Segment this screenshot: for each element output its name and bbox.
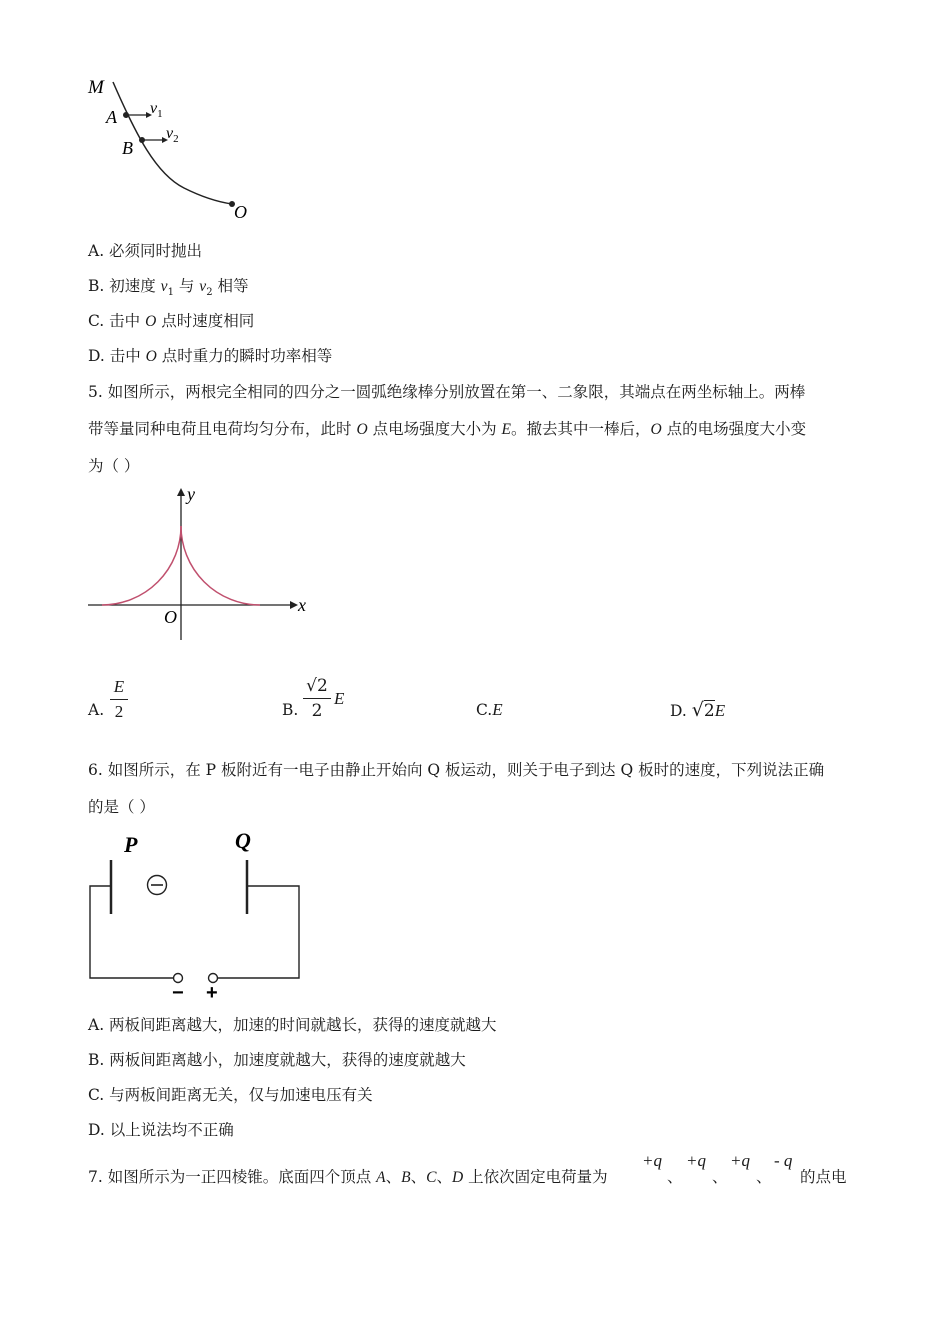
arc-quadrant-2 (102, 526, 181, 605)
numerator: E (113, 677, 125, 696)
q5-option-d-label: D. (670, 702, 687, 720)
label-v2: $v_2$ (166, 125, 179, 145)
q6-option-b[interactable]: B. 两板间距离越小，加速度就越大，获得的速度就越大 (88, 1051, 466, 1069)
var-o: O (650, 421, 662, 438)
var-o: O (145, 348, 157, 365)
q5-option-c[interactable] (476, 700, 503, 720)
var-o: O (356, 421, 368, 438)
q6-option-d[interactable]: D. 以上说法均不正确 (88, 1121, 234, 1139)
sqrt-sign: √ (691, 699, 704, 721)
q5-arcs-figure (84, 484, 314, 646)
q4-option-c[interactable] (88, 311, 254, 332)
label-q: Q (235, 828, 251, 853)
q5-stem-line3: 为（ ） (88, 457, 140, 475)
separator: 、 (410, 1168, 427, 1186)
var-v: v (160, 278, 168, 295)
charge-3: +q (730, 1151, 750, 1170)
fraction-bar (110, 699, 128, 700)
q4-option-b[interactable] (88, 276, 249, 303)
charge-1: +q (642, 1151, 662, 1170)
vertex-c: C (426, 1169, 437, 1186)
denominator: 2 (311, 701, 323, 721)
label-p: P (124, 832, 138, 857)
q4-option-d[interactable] (88, 346, 332, 367)
fraction-bar (303, 698, 331, 699)
x-axis-arrow (290, 601, 298, 609)
var-e: E (714, 701, 726, 720)
q5-text-c: 。撤去其中一棒后， (510, 420, 651, 438)
q4-option-c-prefix: C. 击中 (88, 312, 146, 330)
q5-option-c-label: C. (476, 701, 493, 719)
q5-option-a-label: A. (88, 701, 105, 719)
q4-option-d-prefix: D. 击中 (88, 347, 146, 365)
vertex-b: B (401, 1169, 411, 1186)
q5-text-a: 带等量同种电荷且电荷均匀分布，此时 (88, 420, 357, 438)
label-minus: − (172, 982, 184, 1004)
sub-2: 2 (206, 287, 213, 299)
label-o: O (234, 202, 247, 222)
separator: 、 (385, 1168, 402, 1186)
var-o: O (145, 313, 157, 330)
label-a: A (106, 107, 117, 127)
denominator: 2 (114, 702, 124, 721)
fraction-sqrt2-over-2 (303, 675, 331, 722)
label-v1: $v_1$ (150, 100, 163, 120)
q5-option-b-label: B. (282, 701, 299, 719)
q5-stem-line2 (88, 419, 806, 440)
q4-trajectory-figure (84, 70, 274, 230)
q7-mid: 上依次固定电荷量为 (463, 1168, 608, 1186)
separator: 、 (667, 1168, 683, 1186)
q5-text-d: 点的电场强度大小变 (661, 420, 807, 438)
var-e: E (334, 689, 345, 708)
var-e: E (501, 421, 511, 438)
label-origin: O (164, 607, 177, 627)
q4-option-b-mid: 与 (173, 277, 200, 295)
vertex-d: D (451, 1169, 464, 1186)
arc-quadrant-1 (181, 526, 260, 605)
label-plus: + (206, 982, 218, 1004)
separator: 、 (756, 1168, 772, 1186)
q6-stem-line2: 的是（ ） (88, 798, 155, 816)
q5-stem-line1: 5. 如图所示，两根完全相同的四分之一圆弧绝缘棒分别放置在第一、二象限，其端点在两坐标轴上。两棒 (88, 383, 806, 401)
charge-2: +q (686, 1151, 706, 1170)
radicand: 2 (703, 701, 715, 721)
q4-option-b-suffix: 相等 (212, 277, 249, 295)
q6-circuit-figure (84, 824, 314, 1004)
q6-stem-line1: 6. 如图所示，在 P 板附近有一电子由静止开始向 Q 板运动，则关于电子到达 Q 板时的速度，下列说法正确 (88, 761, 825, 779)
separator: 、 (712, 1168, 728, 1186)
separator: 、 (436, 1168, 452, 1186)
numerator: √2 (306, 676, 328, 696)
vertex-a: A (376, 1169, 386, 1186)
fraction-e-over-2 (110, 677, 128, 722)
y-axis-arrow (177, 488, 185, 496)
q4-option-c-suffix: 点时速度相同 (156, 312, 255, 330)
label-y: y (187, 484, 195, 504)
q7-stem (88, 1167, 608, 1188)
label-m: M (88, 77, 104, 98)
var-e: E (492, 700, 503, 719)
charge-4: - q (774, 1151, 793, 1170)
q5-text-b: 点电场强度大小为 (367, 420, 502, 438)
q6-option-c[interactable]: C. 与两板间距离无关，仅与加速电压有关 (88, 1086, 373, 1104)
label-b: B (122, 138, 133, 158)
q4-option-b-prefix: B. 初速度 (88, 277, 161, 295)
var-v: v (199, 278, 207, 295)
q4-option-d-suffix: 点时重力的瞬时功率相等 (156, 347, 333, 365)
q4-option-a[interactable]: A. 必须同时抛出 (88, 242, 203, 260)
q5-option-d[interactable] (670, 700, 725, 721)
q6-option-a[interactable]: A. 两板间距离越大，加速的时间就越长，获得的速度就越大 (88, 1016, 497, 1034)
q7-prefix: 7. 如图所示为一正四棱锥。底面四个顶点 (88, 1168, 377, 1186)
wire-left (90, 886, 173, 978)
q7-suffix: 的点电 (800, 1168, 847, 1186)
label-x: x (298, 595, 306, 615)
wire-right (218, 886, 299, 978)
sub-1: 1 (167, 287, 174, 299)
